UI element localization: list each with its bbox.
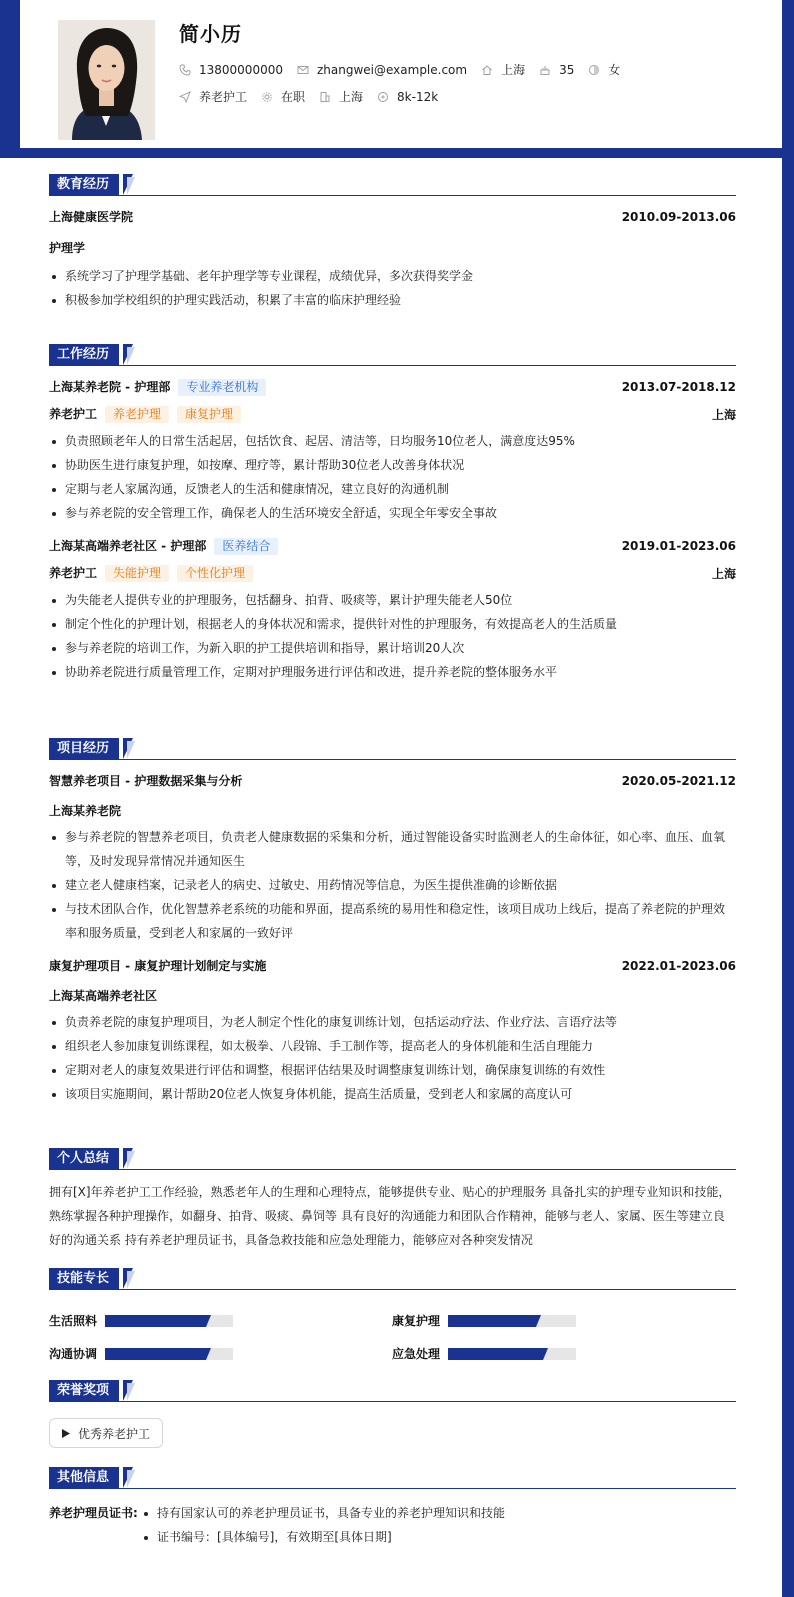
- heading-accent-light: [127, 1151, 135, 1169]
- frame-band: [0, 148, 794, 158]
- project-bullets: [49, 825, 736, 945]
- skill-bar-edge: [206, 1315, 211, 1327]
- project-name: 智慧养老项目 - 护理数据采集与分析: [49, 774, 243, 788]
- skill-bar-fill: [448, 1315, 536, 1327]
- list-item: 参与养老院的智慧养老项目，负责老人健康数据的采集和分析，通过智能设备实时监测老人的生命体征，如心率、血压、血氧等，及时发现异常情况并通知医生: [49, 825, 736, 873]
- summary-section: [49, 1148, 736, 1252]
- awards-section: [49, 1380, 736, 1448]
- list-item: 组织老人参加康复训练课程，如太极拳、八段锦、手工制作等，提高老人的身体机能和生活自理能力: [49, 1034, 736, 1058]
- skills-section: [49, 1268, 736, 1290]
- summary-heading: [49, 1148, 736, 1170]
- position-row: [49, 405, 736, 423]
- city-item: [481, 61, 525, 78]
- company-tag: 医养结合: [214, 538, 278, 555]
- skill-tag: 失能护理: [105, 565, 169, 582]
- salary-item: [377, 90, 438, 104]
- skill-bar: [105, 1348, 233, 1360]
- project-org: 上海某养老院: [49, 804, 122, 818]
- education-period: 2010.09-2013.06: [621, 209, 736, 224]
- home-icon: [481, 64, 493, 76]
- age-item: [539, 63, 574, 77]
- project-name: 康复护理项目 - 康复护理计划制定与实施: [49, 959, 267, 973]
- target-city-text: 上海: [339, 90, 364, 104]
- project-row: [49, 957, 736, 974]
- work-heading: [49, 344, 736, 366]
- position-row: [49, 564, 736, 582]
- job-row: [49, 537, 736, 555]
- list-item: 积极参加学校组织的护理实践活动，积累了丰富的临床护理经验: [49, 288, 736, 312]
- job-text: 养老护工: [199, 90, 248, 104]
- building-icon: [319, 91, 331, 103]
- email-text: zhangwei@example.com: [316, 62, 468, 77]
- job-item: [179, 88, 247, 105]
- skill-bar: [448, 1315, 576, 1327]
- position: 养老护工: [49, 566, 98, 580]
- list-item: 该项目实施期间，累计帮助20位老人恢复身体机能，提高生活质量，受到老人和家属的高度认可: [49, 1082, 736, 1106]
- list-item: 负责照顾老年人的日常生活起居，包括饮食、起居、清洁等，日均服务10位老人，满意度达95%: [49, 429, 736, 453]
- list-item: 系统学习了护理学基础、老年护理学等专业课程，成绩优异，多次获得奖学金: [49, 264, 736, 288]
- skill-bar-fill: [448, 1348, 543, 1360]
- job-location: 上海: [711, 566, 736, 581]
- section-title: 项目经历: [49, 738, 119, 759]
- skill-name: 生活照料: [49, 1314, 98, 1328]
- skill-item: [392, 1345, 576, 1362]
- heading-accent-light: [127, 177, 135, 195]
- target-city-item: [319, 88, 363, 105]
- heading-accent-light: [127, 1271, 135, 1289]
- project-bullets: [49, 1010, 736, 1106]
- send-icon: [179, 91, 191, 103]
- list-item: 为失能老人提供专业的护理服务，包括翻身、拍背、吸痰等，累计护理失能老人50位: [49, 588, 736, 612]
- section-title: 个人总结: [49, 1148, 119, 1169]
- list-item: 参与养老院的培训工作，为新入职的护工提供培训和指导，累计培训20人次: [49, 636, 736, 660]
- heading-accent-light: [127, 347, 135, 365]
- certificate-bullets: [141, 1501, 505, 1549]
- list-item: 定期与老人家属沟通，反馈老人的生活和健康情况，建立良好的沟通机制: [49, 477, 736, 501]
- candidate-name: 简小历: [179, 22, 242, 46]
- list-item: 协助医生进行康复护理，如按摩、理疗等，累计帮助30位老人改善身体状况: [49, 453, 736, 477]
- project-period: 2020.05-2021.12: [621, 773, 736, 788]
- section-title: 工作经历: [49, 344, 119, 365]
- work-section: [49, 344, 736, 684]
- gear-icon: [261, 91, 273, 103]
- awards-heading: [49, 1380, 736, 1402]
- skill-bar: [448, 1348, 576, 1360]
- education-heading: [49, 174, 736, 196]
- list-item: 证书编号：[具体编号]，有效期至[具体日期]: [141, 1525, 505, 1549]
- skill-item: [49, 1312, 233, 1329]
- phone-icon: [179, 64, 191, 76]
- coin-icon: [377, 91, 389, 103]
- section-title: 其他信息: [49, 1467, 119, 1488]
- gender-icon: [588, 64, 600, 76]
- status-text: 在职: [281, 90, 306, 104]
- award-label: 优秀养老护工: [78, 1426, 151, 1441]
- company-name: 上海某高端养老社区 - 护理部: [49, 539, 207, 553]
- heading-accent-light: [127, 1470, 135, 1488]
- skill-name: 应急处理: [392, 1347, 441, 1361]
- salary-text: 8k-12k: [397, 89, 439, 104]
- list-item: 参与养老院的安全管理工作，确保老人的生活环境安全舒适，实现全年零安全事故: [49, 501, 736, 525]
- contact-row: [179, 61, 634, 78]
- project-heading: [49, 738, 736, 760]
- job-period: 2013.07-2018.12: [621, 380, 736, 394]
- phone-item: [179, 63, 283, 77]
- list-item: 持有国家认可的养老护理员证书，具备专业的养老护理知识和技能: [141, 1501, 505, 1525]
- certificate-row: [49, 1501, 736, 1549]
- heading-accent-light: [127, 1383, 135, 1401]
- project-period: 2022.01-2023.06: [621, 958, 736, 973]
- list-item: 负责养老院的康复护理项目，为老人制定个性化的康复训练计划，包括运动疗法、作业疗法、言语疗法等: [49, 1010, 736, 1034]
- frame-left: [0, 0, 20, 157]
- project-section: [49, 738, 736, 1106]
- age-text: 35: [559, 62, 575, 77]
- school-name: 上海健康医学院: [49, 210, 134, 224]
- section-title: 荣誉奖项: [49, 1380, 119, 1401]
- status-item: [261, 88, 305, 105]
- company-name: 上海某养老院 - 护理部: [49, 380, 171, 394]
- other-heading: [49, 1467, 736, 1489]
- skill-tag: 养老护理: [105, 406, 169, 423]
- section-title: 技能专长: [49, 1268, 119, 1289]
- skill-tag: 个性化护理: [177, 565, 253, 582]
- skill-bar: [105, 1315, 233, 1327]
- skill-name: 康复护理: [392, 1314, 441, 1328]
- city-text: 上海: [501, 63, 526, 77]
- education-section: [49, 174, 736, 312]
- skill-bar-fill: [105, 1348, 206, 1360]
- skill-bar-edge: [206, 1348, 211, 1360]
- position: 养老护工: [49, 407, 98, 421]
- list-item: 与技术团队合作，优化智慧养老系统的功能和界面，提高系统的易用性和稳定性，该项目成功上线后，提高了养老院的护理效率和服务质量，受到老人和家属的一致好评: [49, 897, 736, 945]
- certificate-label: 养老护理员证书:: [49, 1506, 138, 1520]
- skill-tag: 康复护理: [177, 406, 241, 423]
- job-bullets: [49, 588, 736, 684]
- skill-bar-fill: [105, 1315, 206, 1327]
- cake-icon: [539, 64, 551, 76]
- skill-item: [392, 1312, 576, 1329]
- mail-icon: [297, 64, 309, 76]
- phone-text: 13800000000: [199, 62, 283, 77]
- skill-item: [49, 1345, 233, 1362]
- company-tag: 专业养老机构: [178, 379, 266, 396]
- other-section: [49, 1467, 736, 1549]
- play-icon: [62, 1429, 70, 1438]
- job-row: [49, 378, 736, 396]
- school-row: [49, 208, 736, 225]
- job-period: 2019.01-2023.06: [621, 539, 736, 553]
- summary-text: 拥有[X]年养老护工工作经验，熟悉老年人的生理和心理特点，能够提供专业、贴心的护理服务 具备扎实的护理专业知识和技能，熟练掌握各种护理操作，如翻身、拍背、吸痰、鼻饲等 具有良好的沟通能力和团队合作精神，能够与老人、家属、医生等建立良好的沟通关系 持有养老护理员证书，具备急救技能和应急处理能力，能够应对各种突发情况: [49, 1185, 731, 1247]
- education-bullets: [49, 264, 736, 312]
- profile-photo: [58, 20, 155, 140]
- list-item: 定期对老人的康复效果进行评估和调整，根据评估结果及时调整康复训练计划，确保康复训练的有效性: [49, 1058, 736, 1082]
- list-item: 建立老人健康档案，记录老人的病史、过敏史、用药情况等信息，为医生提供准确的诊断依据: [49, 873, 736, 897]
- skill-bar-edge: [536, 1315, 541, 1327]
- project-row: [49, 772, 736, 789]
- list-item: 协助养老院进行质量管理工作，定期对护理服务进行评估和改进，提升养老院的整体服务水平: [49, 660, 736, 684]
- job-intention-row: [179, 88, 452, 105]
- gender-text: 女: [608, 63, 621, 77]
- gender-item: [588, 61, 620, 78]
- skill-name: 沟通协调: [49, 1347, 98, 1361]
- major: 护理学: [49, 241, 86, 255]
- job-location: 上海: [711, 407, 736, 422]
- job-bullets: [49, 429, 736, 525]
- section-title: 教育经历: [49, 174, 119, 195]
- skill-bar-edge: [543, 1348, 548, 1360]
- heading-accent-light: [127, 741, 135, 759]
- frame-right: [782, 0, 794, 1597]
- award-badge: [49, 1418, 163, 1448]
- email-item: [297, 63, 467, 77]
- project-org: 上海某高端养老社区: [49, 989, 158, 1003]
- list-item: 制定个性化的护理计划，根据老人的身体状况和需求，提供针对性的护理服务，有效提高老人的生活质量: [49, 612, 736, 636]
- skills-heading: [49, 1268, 736, 1290]
